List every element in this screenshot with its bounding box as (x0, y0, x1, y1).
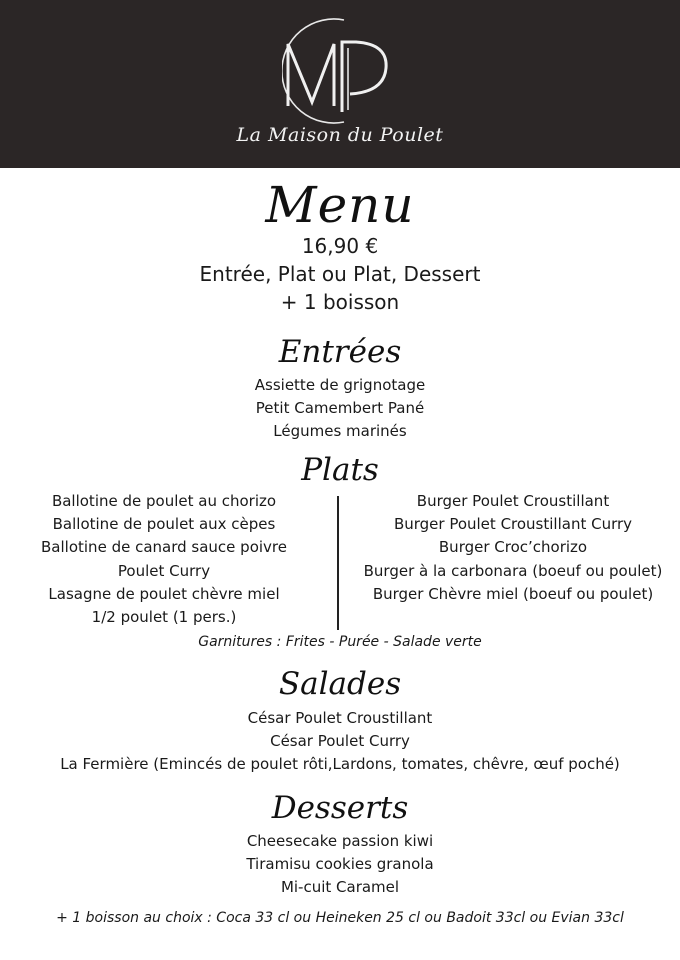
list-item: Mi-cuit Caramel (280, 878, 400, 897)
menu-price-block (0, 232, 680, 316)
list-item: Lasagne de poulet chèvre miel (48, 584, 280, 603)
list-item: Ballotine de poulet au chorizo (51, 492, 277, 510)
menu-title: Menu (265, 176, 415, 234)
list-item: César Poulet Curry (270, 732, 410, 751)
menu-formula: Entrée, Plat ou Plat, Dessert (199, 262, 481, 286)
plats-heading: Plats (301, 452, 379, 488)
desserts-heading: Desserts (271, 790, 409, 826)
mp-logo-monogram (282, 14, 398, 126)
plats-left-list (14, 490, 314, 629)
brand-name: La Maison du Poulet (236, 124, 444, 146)
garnitures-note: Garnitures : Frites - Purée - Salade verte (198, 634, 482, 650)
list-item: Petit Camembert Pané (255, 399, 425, 418)
list-item: Cheesecake passion kiwi (246, 832, 434, 850)
list-item: Tiramisu cookies granola (246, 855, 434, 874)
list-item: Burger Poulet Croustillant Curry (393, 515, 633, 534)
menu-drink: + 1 boisson (280, 290, 400, 314)
drinks-note: + 1 boisson au choix : Coca 33 cl ou Heineken 25 cl ou Badoit 33cl ou Evian 33cl (56, 910, 624, 926)
salades-list (0, 707, 680, 777)
list-item: César Poulet Croustillant (247, 709, 433, 727)
list-item: Assiette de grignotage (254, 376, 426, 394)
header-banner (0, 0, 680, 168)
plats-right-list (350, 490, 676, 606)
list-item: Burger Poulet Croustillant (416, 492, 610, 510)
desserts-list (0, 830, 680, 900)
list-item: Burger Croc’chorizo (438, 538, 588, 557)
list-item: La Fermière (Emincés de poulet rôti,Lardons, tomates, chêvre, œuf poché) (60, 755, 620, 774)
list-item: Ballotine de canard sauce poivre (41, 538, 287, 557)
list-item: Légumes marinés (273, 422, 407, 441)
list-item: Poulet Curry (117, 561, 211, 580)
menu-price: 16,90 € (301, 234, 379, 258)
salades-heading: Salades (278, 666, 402, 702)
list-item: Ballotine de poulet aux cèpes (52, 515, 276, 534)
entrees-list (0, 374, 680, 444)
plats-divider (337, 496, 339, 630)
list-item: Burger Chèvre miel (boeuf ou poulet) (372, 584, 654, 603)
list-item: Burger à la carbonara (boeuf ou poulet) (363, 561, 663, 580)
list-item: 1/2 poulet (1 pers.) (91, 608, 237, 627)
entrees-heading: Entrées (278, 334, 402, 370)
